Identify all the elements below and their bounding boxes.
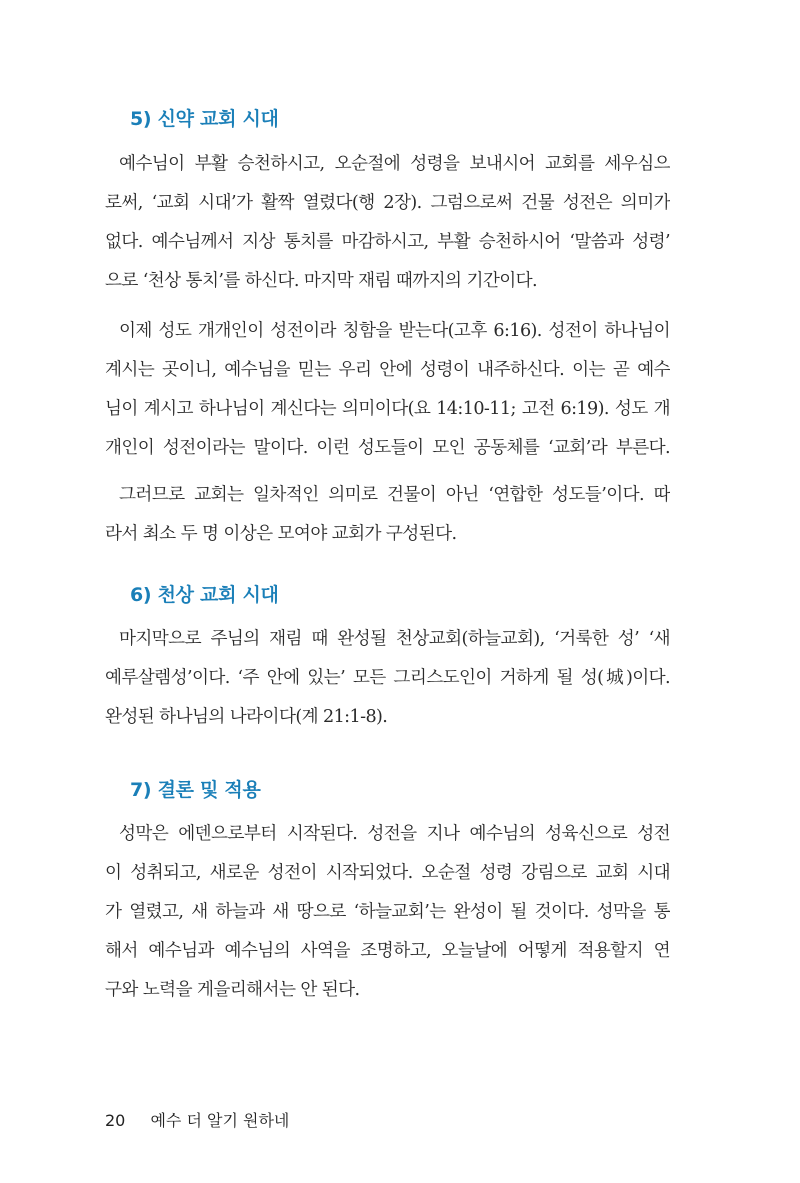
- text-line: 계시는 곳이니, 예수님을 믿는 우리 안에 성령이 내주하신다. 이는 곧 예수: [105, 360, 670, 380]
- text-line: 가 열렸고, 새 하늘과 새 땅으로 ‘하늘교회’는 완성이 될 것이다. 성막을 통: [105, 902, 670, 922]
- section-heading: 5) 신약 교회 시대: [130, 108, 279, 130]
- text-line: 해서 예수님과 예수님의 사역을 조명하고, 오늘날에 어떻게 적용할지 연: [105, 941, 670, 961]
- text-line: 완성된 하나님의 나라이다(계 21:1-8).: [105, 707, 388, 727]
- text-line: 로써, ‘교회 시대’가 활짝 열렸다(행 2장). 그럼으로써 건물 성전은 의미가: [105, 193, 670, 213]
- text-line: 이 성취되고, 새로운 성전이 시작되었다. 오순절 성령 강림으로 교회 시대: [105, 863, 670, 883]
- running-title: 예수 더 알기 원하네: [150, 1111, 290, 1130]
- text-line: 으로 ‘천상 통치’를 하신다. 마지막 재림 때까지의 기간이다.: [105, 271, 538, 291]
- text-line: 그러므로 교회는 일차적인 의미로 건물이 아닌 ‘연합한 성도들’이다. 따: [119, 485, 670, 505]
- section-heading: 7) 결론 및 적용: [130, 779, 261, 801]
- paragraph: [105, 312, 670, 468]
- page-number: 20: [105, 1111, 126, 1130]
- text-line: 없다. 예수님께서 지상 통치를 마감하시고, 부활 승천하시어 ‘말씀과 성령’: [105, 232, 670, 252]
- paragraph: [105, 815, 670, 1010]
- text-line: 예수님이 부활 승천하시고, 오순절에 성령을 보내시어 교회를 세우심으: [119, 154, 670, 174]
- paragraph: [105, 620, 670, 737]
- paragraph: [105, 145, 670, 301]
- text-line: 구와 노력을 게을리해서는 안 된다.: [105, 980, 360, 1000]
- section-heading: 6) 천상 교회 시대: [130, 584, 279, 606]
- text-line: 님이 계시고 하나님이 계신다는 의미이다(요 14:10-11; 고전 6:19). 성도 개: [105, 399, 670, 419]
- text-line: 개인이 성전이라는 말이다. 이런 성도들이 모인 공동체를 ‘교회’라 부른다.: [105, 438, 670, 458]
- text-line: 라서 최소 두 명 이상은 모여야 교회가 구성된다.: [105, 524, 457, 544]
- text-line: 이제 성도 개개인이 성전이라 칭함을 받는다(고후 6:16). 성전이 하나님이: [119, 321, 670, 341]
- text-line: 마지막으로 주님의 재림 때 완성될 천상교회(하늘교회), ‘거룩한 성’ ‘새: [119, 629, 670, 649]
- text-line: 성막은 에덴으로부터 시작된다. 성전을 지나 예수님의 성육신으로 성전: [119, 824, 670, 844]
- text-line: 예루살렘성’이다. ‘주 안에 있는’ 모든 그리스도인이 거하게 될 성(城)이다.: [105, 668, 670, 688]
- page-footer: [105, 1108, 289, 1131]
- paragraph: [105, 476, 670, 554]
